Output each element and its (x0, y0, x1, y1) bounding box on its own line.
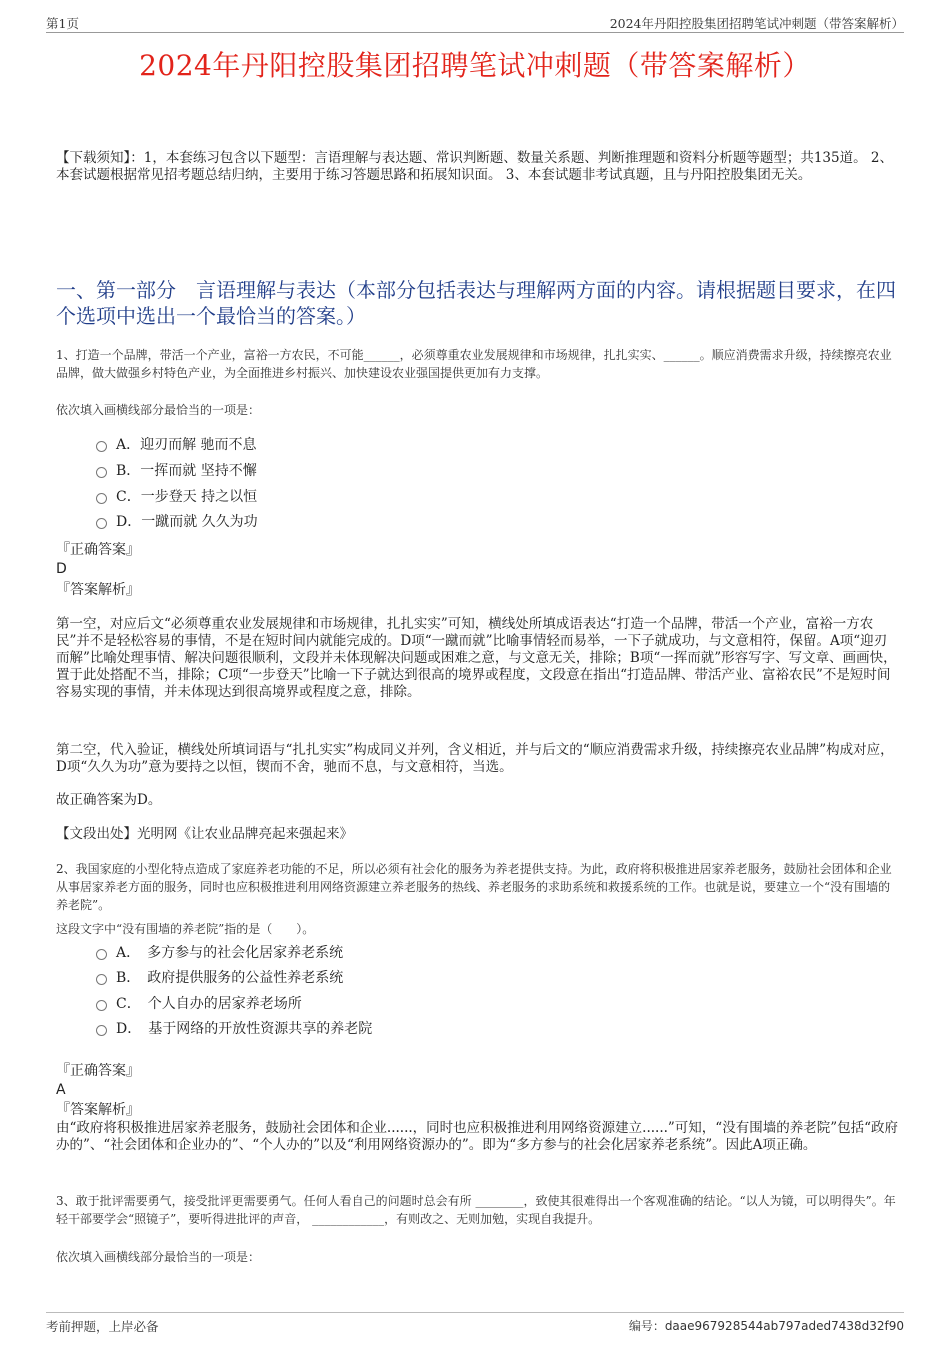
q2-analysis: 由“政府将积极推进居家养老服务，鼓励社会团体和企业......，同时也应积极推进利用网络资源建立......”可知，“没有围墙的养老院”包括“政府办的”、“社会团体和企业办的”、“个人办的”以及“利用网络资源办的”。即为“多方参与的社会化居家养老系统”。因此A项正确。 (56, 1120, 899, 1153)
question-2-prompt: 这段文字中“没有围墙的养老院”指的是（ ）。 (56, 922, 315, 936)
q1-answer: D (56, 561, 67, 577)
radio-icon[interactable] (96, 441, 107, 452)
q2-analysis-label: 『答案解析』 (56, 1102, 140, 1118)
q2-option-a[interactable]: A． 多方参与的社会化居家养老系统 (96, 943, 343, 963)
question-2-stem: 2、我国家庭的小型化特点造成了家庭养老功能的不足，所以必须有社会化的服务为养老提供支持。为此，政府将积极推进居家养老服务，鼓励社会团体和企业从事居家养老方面的服务，同时也应积极推进利用网络资源建立养老服务的热线、养老服务的求助系统和救援系统的工作。也就是说，要建立一个“没有围墙的养老院”。 (56, 862, 892, 912)
radio-icon[interactable] (96, 467, 107, 478)
q1-answer-label: 『正确答案』 (56, 542, 140, 558)
radio-icon[interactable] (96, 974, 107, 985)
q1-option-c[interactable]: C．一步登天 持之以恒 (96, 487, 257, 507)
section-title: 一、第一部分 言语理解与表达（本部分包括表达与理解两方面的内容。请根据题目要求，在四个选项中选出一个最恰当的答案。） (56, 278, 896, 328)
question-1-stem: 1、打造一个品牌，带活一个产业，富裕一方农民，不可能______，必须尊重农业发展规律和市场规律，扎扎实实、______。顺应消费需求升级，持续擦亮农业品牌，做大做强乡村特色产业，为全面推进乡村振兴、加快建设农业强国提供更加有力支撑。 (56, 348, 892, 380)
q2-option-c[interactable]: C． 个人自办的居家养老场所 (96, 994, 302, 1014)
radio-icon[interactable] (96, 493, 107, 504)
footer-slogan: 考前押题，上岸必备 (46, 1319, 159, 1334)
question-3-stem: 3、敢于批评需要勇气，接受批评更需要勇气。任何人看自己的问题时总会有所 ________，致使其很难得出一个客观准确的结论。“以人为镜，可以明得失”。年轻干部要学会“照镜子”，要听得进批评的声音， ____________，有则改之、无则加勉，实现自我提升。 (56, 1194, 896, 1226)
radio-icon[interactable] (96, 1000, 107, 1011)
radio-icon[interactable] (96, 518, 107, 529)
q1-option-b[interactable]: B．一挥而就 坚持不懈 (96, 461, 257, 481)
q2-option-b[interactable]: B． 政府提供服务的公益性养老系统 (96, 968, 343, 988)
q1-analysis-2: 第二空，代入验证，横线处所填词语与“扎扎实实”构成同义并列，含义相近，并与后文的“顺应消费需求升级，持续擦亮农业品牌”构成对应，D项“久久为功”意为要持之以恒，锲而不舍，驰而不息，与文意相符，当选。 (56, 742, 894, 775)
footer-serial: 编号：daae967928544ab797aded7438d32f90 (628, 1319, 904, 1333)
q1-option-a[interactable]: A．迎刃而解 驰而不息 (96, 435, 257, 455)
q1-analysis-1: 第一空，对应后文“必须尊重农业发展规律和市场规律，扎扎实实”可知，横线处所填成语表达“打造一个品牌，带活一个产业，富裕一方农民”并不是轻松容易的事情，不是在短时间内就能完成的。D项“一蹴而就”比喻事情轻而易举，一下子就成功，与文意相符，保留。A项“迎刃而解”比喻处理事情、解决问题很顺利，文段并未体现解决问题或困难之意，与文意无关，排除；B项“一挥而就”形容写字、写文章、画画快，置于此处搭配不当，排除；C项“一步登天”比喻一下子就达到很高的境界或程度，文段意在指出“打造品牌、带活产业、富裕农民”不是短时间容易实现的事情，并未体现达到很高境界或程度之意，排除。 (56, 616, 897, 700)
radio-icon[interactable] (96, 949, 107, 960)
document-title: 2024年丹阳控股集团招聘笔试冲刺题（带答案解析） (139, 49, 811, 82)
q2-answer-label: 『正确答案』 (56, 1063, 140, 1079)
radio-icon[interactable] (96, 1025, 107, 1036)
question-1-prompt: 依次填入画横线部分最恰当的一项是： (56, 403, 261, 417)
page-number: 第1页 (46, 16, 79, 31)
q1-option-d[interactable]: D．一蹴而就 久久为功 (96, 512, 258, 532)
page-header (46, 14, 904, 33)
question-3-prompt: 依次填入画横线部分最恰当的一项是： (56, 1250, 261, 1264)
page-footer (46, 1312, 904, 1337)
download-notice: 【下载须知】：1，本套练习包含以下题型：言语理解与表达题、常识判断题、数量关系题、判断推理题和资料分析题等题型；共135道。 2、本套试题根据常见招考题总结归纳，主要用于练习答题思路和拓展知识面。 3、本套试题非考试真题，且与丹阳控股集团无关。 (56, 150, 893, 183)
q1-conclusion: 故正确答案为D。 (56, 792, 162, 808)
q2-answer: A (56, 1082, 66, 1098)
header-doc-title: 2024年丹阳控股集团招聘笔试冲刺题（带答案解析） (609, 16, 904, 31)
q1-source: 【文段出处】光明网《让农业品牌亮起来强起来》 (56, 826, 353, 842)
q2-option-d[interactable]: D． 基于网络的开放性资源共享的养老院 (96, 1019, 372, 1039)
q1-analysis-label: 『答案解析』 (56, 582, 140, 598)
